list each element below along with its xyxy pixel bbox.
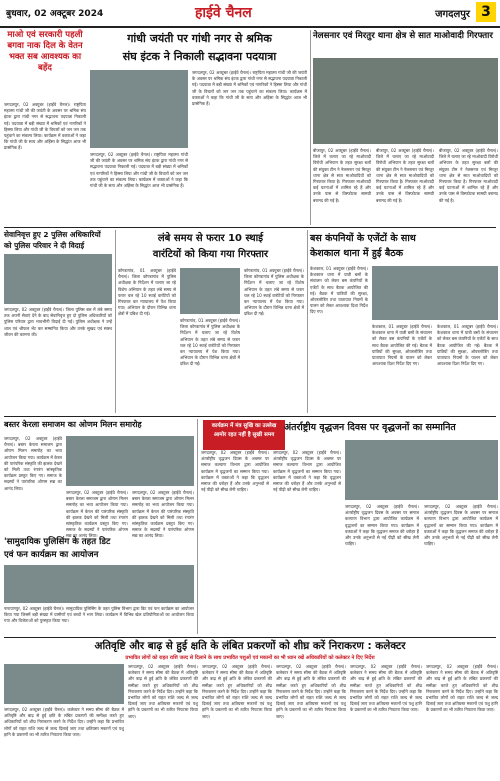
warrant-headline-2: वारंटियों को किया गया गिरफ्तार <box>152 249 269 260</box>
elders-photo <box>345 440 498 500</box>
section-rule <box>4 227 496 228</box>
farewell-body: जगदलपुर, 02 अक्टूबर (हाईवे चैनल)। जिला पुलिस बल में लंबे समय तक अपनी सेवाएं देने के बाद सेवानिवृत्त हुए दो पुलिस अधिकारियों को पुलिस परिवार द्वारा भावभीनी विदाई दी गई। पुलिस अधीक्षक ने उन्हें शाल एवं श्रीफल भेंट कर सम्मानित किया और उनके सुखद एवं स्वस्थ जीवन की कामना की। <box>4 307 112 337</box>
section-rule <box>4 416 496 417</box>
flood-body-col5: जगदलपुर, 02 अक्टूबर (हाईवे चैनल)। कलेक्टर ने समय सीमा की बैठक में अतिवृष्टि और बाढ़ से हुई क्षति के लंबित प्रकरणों की समीक्षा करते हुए अधिकारियों को शीघ्र निराकरण करने के निर्देश दिए। उन्होंने कहा कि प्रभावित लोगों को राहत राशि जल्द से जल्द दिलाई जाए तथा क्षतिग्रस्त मकानों एवं पशु हानि के प्रकरणों का भी त्वरित निपटारा किया जाए। <box>350 664 422 713</box>
warrant-headline-1: लंबे समय से फरार 10 स्थाई <box>157 233 264 244</box>
gandhi-headline-1: गांधी जयंती पर गांधी नगर से श्रमिक <box>127 32 272 45</box>
gandhi-headline-2: संघ इंटक ने निकाली सद्भावना पदयात्रा <box>122 50 277 63</box>
warrant-body-col3: कोण्डागांव, 01 अक्टूबर (हाईवे चैनल)। जिला कोण्डागांव में पुलिस अधीक्षक के निर्देशन में चलाए जा रहे विशेष अभियान के तहत लंबे समय से फरार चल रहे 10 स्थाई वारंटियों को गिरफ्तार कर न्यायालय में पेश किया गया। अभियान के दौरान विभिन्न थाना क्षेत्रों में दबिश दी गई। <box>244 268 304 317</box>
bus-body-col1: केशकाल, 01 अक्टूबर (हाईवे चैनल)। केशकाल थाना में यात्री बसों के संचालन को लेकर बस कंपनियों के एजेंटों के साथ बैठक आयोजित की गई। बैठक में यात्रियों की सुरक्षा, ओवरलोडिंग तथा यातायात नियमों के पालन को लेकर आवश्यक दिशा निर्देश दिए गए। <box>310 266 368 315</box>
column-divider <box>307 230 308 413</box>
warrant-photo <box>180 268 240 314</box>
elders-body-col1: जगदलपुर, 02 अक्टूबर (हाईवे चैनल)। अंतर्राष्ट्रीय वृद्धजन दिवस के अवसर पर समाज कल्याण विभाग द्वारा आयोजित कार्यक्रम में वृद्धजनों का सम्मान किया गया। कार्यक्रम में वक्ताओं ने कहा कि वृद्धजन समाज की धरोहर हैं और उनके अनुभवों से नई पीढ़ी को सीख लेनी चाहिए। <box>201 450 269 493</box>
flood-body-col2: जगदलपुर, 02 अक्टूबर (हाईवे चैनल)। कलेक्टर ने समय सीमा की बैठक में अतिवृष्टि और बाढ़ से हुई क्षति के लंबित प्रकरणों की समीक्षा करते हुए अधिकारियों को शीघ्र निराकरण करने के निर्देश दिए। उन्होंने कहा कि प्रभावित लोगों को राहत राशि जल्द से जल्द दिलाई जाए तथा क्षतिग्रस्त मकानों एवं पशु हानि के प्रकरणों का भी त्वरित निपटारा किया जाए। <box>128 664 198 719</box>
side-notice: माओ एवं सरकारी पहली बगवा नाक दिल के वेतन भक्त सब आवश्यक का बहेंद <box>7 30 83 73</box>
flood-headline: अतिवृष्टि और बाढ़ से हुई क्षति के लंबित प्रकरणों को शीघ्र करें निराकरण : कलेक्टर <box>94 640 406 652</box>
warrant-body-col2: कोण्डागांव, 01 अक्टूबर (हाईवे चैनल)। जिला कोण्डागांव में पुलिस अधीक्षक के निर्देशन में चलाए जा रहे विशेष अभियान के तहत लंबे समय से फरार चल रहे 10 स्थाई वारंटियों को गिरफ्तार कर न्यायालय में पेश किया गया। अभियान के दौरान विभिन्न थाना क्षेत्रों में दबिश दी गई। <box>180 318 240 367</box>
onam-body-col1: जगदलपुर, 02 अक्टूबर (हाईवे चैनल)। बस्तर केरला समाजम द्वारा ओणम मिलन समारोह का भव्य आयोजन किया गया। कार्यक्रम में केरल की पारंपरिक संस्कृति की झलक देखने को मिली तथा रंगारंग सांस्कृतिक कार्यक्रम प्रस्तुत किए गए। समाज के सदस्यों ने पारंपरिक ओणम सद्य का आनंद लिया। <box>4 436 62 491</box>
flood-photo <box>4 664 124 704</box>
flood-body-col3: जगदलपुर, 02 अक्टूबर (हाईवे चैनल)। कलेक्टर ने समय सीमा की बैठक में अतिवृष्टि और बाढ़ से हुई क्षति के लंबित प्रकरणों की समीक्षा करते हुए अधिकारियों को शीघ्र निराकरण करने के निर्देश दिए। उन्होंने कहा कि प्रभावित लोगों को राहत राशि जल्द से जल्द दिलाई जाए तथा क्षतिग्रस्त मकानों एवं पशु हानि के प्रकरणों का भी त्वरित निपटारा किया जाए। <box>202 664 272 719</box>
police-headline-2: एवं फन कार्यक्रम का आयोजन <box>4 550 99 560</box>
gandhi-photo <box>90 70 188 148</box>
column-divider <box>115 230 116 413</box>
naxal-headline: नेलसनार एवं मिरतुर थाना क्षेत्र से सात माओवादी गिरफ्तार <box>313 31 493 41</box>
gandhi-body-col1: जगदलपुर, 02 अक्टूबर (हाईवे चैनल)। राष्ट्रपिता महात्मा गांधी जी की जयंती के अवसर पर श्रमिक संघ इंटक द्वारा गांधी नगर से सद्भावना पदयात्रा निकाली गई। पदयात्रा में बड़ी संख्या में श्रमिकों एवं नागरिकों ने हिस्सा लिया और गांधी जी के विचारों को जन जन तक पहुंचाने का संकल्प लिया। कार्यक्रम में वक्ताओं ने कहा कि गांधी जी के सत्य और अहिंसा के सिद्धांत आज भी प्रासंगिक हैं। <box>4 102 86 151</box>
naxal-body-col1: बीजापुर, 02 अक्टूबर (हाईवे चैनल)। जिले में चलाए जा रहे माओवादी विरोधी अभियान के तहत सुरक्षा बलों की संयुक्त टीम ने नेलसनार एवं मिरतुर थाना क्षेत्र से सात माओवादियों को गिरफ्तार किया है। गिरफ्तार माओवादी कई घटनाओं में शामिल रहे हैं और उनके पास से विस्फोटक सामग्री बरामद की गई है। <box>313 148 371 203</box>
flood-body-col6: जगदलपुर, 02 अक्टूबर (हाईवे चैनल)। कलेक्टर ने समय सीमा की बैठक में अतिवृष्टि और बाढ़ से हुई क्षति के लंबित प्रकरणों की समीक्षा करते हुए अधिकारियों को शीघ्र निराकरण करने के निर्देश दिए। उन्होंने कहा कि प्रभावित लोगों को राहत राशि जल्द से जल्द दिलाई जाए तथा क्षतिग्रस्त मकानों एवं पशु हानि के प्रकरणों का भी त्वरित निपटारा किया जाए। <box>426 664 498 713</box>
elders-body-col2: जगदलपुर, 02 अक्टूबर (हाईवे चैनल)। अंतर्राष्ट्रीय वृद्धजन दिवस के अवसर पर समाज कल्याण विभाग द्वारा आयोजित कार्यक्रम में वृद्धजनों का सम्मान किया गया। कार्यक्रम में वक्ताओं ने कहा कि वृद्धजन समाज की धरोहर हैं और उनके अनुभवों से नई पीढ़ी को सीख लेनी चाहिए। <box>273 450 341 493</box>
gandhi-body-col2: जगदलपुर, 02 अक्टूबर (हाईवे चैनल)। राष्ट्रपिता महात्मा गांधी जी की जयंती के अवसर पर श्रमिक संघ इंटक द्वारा गांधी नगर से सद्भावना पदयात्रा निकाली गई। पदयात्रा में बड़ी संख्या में श्रमिकों एवं नागरिकों ने हिस्सा लिया और गांधी जी के विचारों को जन जन तक पहुंचाने का संकल्प लिया। कार्यक्रम में वक्ताओं ने कहा कि गांधी जी के सत्य और अहिंसा के सिद्धांत आज भी प्रासंगिक हैं। <box>90 152 188 189</box>
onam-body-col2: जगदलपुर, 02 अक्टूबर (हाईवे चैनल)। बस्तर केरला समाजम द्वारा ओणम मिलन समारोह का भव्य आयोजन किया गया। कार्यक्रम में केरल की पारंपरिक संस्कृति की झलक देखने को मिली तथा रंगारंग सांस्कृतिक कार्यक्रम प्रस्तुत किए गए। समाज के सदस्यों ने पारंपरिक ओणम सद्य का आनंद लिया। <box>66 490 128 539</box>
flood-subhead: प्रभावित लोगों को राहत राशि जल्द से दिलाने के साथ प्रभावित पशुओं एवं मकानों का भी ध्यान रखें अधिकारियों को कलेक्टर ने दिए निर्देश <box>125 655 375 661</box>
bus-body-col2: केशकाल, 01 अक्टूबर (हाईवे चैनल)। केशकाल थाना में यात्री बसों के संचालन को लेकर बस कंपनियों के एजेंटों के साथ बैठक आयोजित की गई। बैठक में यात्रियों की सुरक्षा, ओवरलोडिंग तथा यातायात नियमों के पालन को लेकर आवश्यक दिशा निर्देश दिए गए। <box>372 324 432 367</box>
header-city: जगदलपुर <box>435 9 470 20</box>
bus-photo <box>372 266 498 320</box>
police-body: नारायणपुर, 02 अक्टूबर (हाईवे चैनल)। सामुदायिक पुलिसिंग के तहत पुलिस विभाग द्वारा डिट एवं फन कार्यक्रम का आयोजन किया गया जिसमें बड़ी संख्या में ग्रामीणों एवं बच्चों ने भाग लिया। कार्यक्रम में विभिन्न खेल प्रतियोगिताओं का आयोजन किया गया और विजेताओं को पुरस्कृत किया गया। <box>4 606 194 624</box>
onam-body-col3: जगदलपुर, 02 अक्टूबर (हाईवे चैनल)। बस्तर केरला समाजम द्वारा ओणम मिलन समारोह का भव्य आयोजन किया गया। कार्यक्रम में केरल की पारंपरिक संस्कृति की झलक देखने को मिली तथा रंगारंग सांस्कृतिक कार्यक्रम प्रस्तुत किए गए। समाज के सदस्यों ने पारंपरिक ओणम सद्य का आनंद लिया। <box>132 490 194 539</box>
onam-photo <box>66 436 194 486</box>
bus-body-col3: केशकाल, 01 अक्टूबर (हाईवे चैनल)। केशकाल थाना में यात्री बसों के संचालन को लेकर बस कंपनियों के एजेंटों के साथ बैठक आयोजित की गई। बैठक में यात्रियों की सुरक्षा, ओवरलोडिंग तथा यातायात नियमों के पालन को लेकर आवश्यक दिशा निर्देश दिए गए। <box>437 324 498 367</box>
warrant-body-col1: कोण्डागांव, 01 अक्टूबर (हाईवे चैनल)। जिला कोण्डागांव में पुलिस अधीक्षक के निर्देशन में चलाए जा रहे विशेष अभियान के तहत लंबे समय से फरार चल रहे 10 स्थाई वारंटियों को गिरफ्तार कर न्यायालय में पेश किया गया। अभियान के दौरान विभिन्न थाना क्षेत्रों में दबिश दी गई। <box>118 268 176 317</box>
elders-body-col4: जगदलपुर, 02 अक्टूबर (हाईवे चैनल)। अंतर्राष्ट्रीय वृद्धजन दिवस के अवसर पर समाज कल्याण विभाग द्वारा आयोजित कार्यक्रम में वृद्धजनों का सम्मान किया गया। कार्यक्रम में वक्ताओं ने कहा कि वृद्धजन समाज की धरोहर हैं और उनके अनुभवों से नई पीढ़ी को सीख लेनी चाहिए। <box>424 504 498 547</box>
bus-headline-1: बस कंपनियों के एजेंटों के साथ <box>310 233 416 244</box>
farewell-photo <box>4 254 112 304</box>
farewell-headline-1: सेवानिवृत्त हुए 2 पुलिस अधिकारियों <box>4 230 101 239</box>
gandhi-body-col3: जगदलपुर, 02 अक्टूबर (हाईवे चैनल)। राष्ट्रपिता महात्मा गांधी जी की जयंती के अवसर पर श्रमिक संघ इंटक द्वारा गांधी नगर से सद्भावना पदयात्रा निकाली गई। पदयात्रा में बड़ी संख्या में श्रमिकों एवं नागरिकों ने हिस्सा लिया और गांधी जी के विचारों को जन जन तक पहुंचाने का संकल्प लिया। कार्यक्रम में वक्ताओं ने कहा कि गांधी जी के सत्य और अहिंसा के सिद्धांत आज भी प्रासंगिक हैं। <box>192 70 307 107</box>
header-date: बुधवार, 02 अक्टूबर 2024 <box>6 9 104 19</box>
elders-headline: अंतर्राष्ट्रीय वृद्धजन दिवस पर वृद्धजनों का सम्मानित <box>284 422 456 433</box>
column-divider <box>310 30 311 225</box>
page-number: 3 <box>476 2 496 22</box>
elders-body-col3: जगदलपुर, 02 अक्टूबर (हाईवे चैनल)। अंतर्राष्ट्रीय वृद्धजन दिवस के अवसर पर समाज कल्याण विभाग द्वारा आयोजित कार्यक्रम में वृद्धजनों का सम्मान किया गया। कार्यक्रम में वक्ताओं ने कहा कि वृद्धजन समाज की धरोहर हैं और उनके अनुभवों से नई पीढ़ी को सीख लेनी चाहिए। <box>345 504 419 547</box>
flood-body-col1: जगदलपुर, 02 अक्टूबर (हाईवे चैनल)। कलेक्टर ने समय सीमा की बैठक में अतिवृष्टि और बाढ़ से हुई क्षति के लंबित प्रकरणों की समीक्षा करते हुए अधिकारियों को शीघ्र निराकरण करने के निर्देश दिए। उन्होंने कहा कि प्रभावित लोगों को राहत राशि जल्द से जल्द दिलाई जाए तथा क्षतिग्रस्त मकानों एवं पशु हानि के प्रकरणों का भी त्वरित निपटारा किया जाए। <box>4 707 124 737</box>
police-photo <box>4 565 194 603</box>
farewell-headline-2: को पुलिस परिवार ने दी विदाई <box>4 241 85 250</box>
onam-headline: बस्तर केरला समाजम का ओणम मिलन समारोह <box>4 420 142 429</box>
paper-name: हाईवे चैनल <box>195 5 252 21</box>
column-divider <box>197 419 198 634</box>
naxal-body-col3: बीजापुर, 02 अक्टूबर (हाईवे चैनल)। जिले में चलाए जा रहे माओवादी विरोधी अभियान के तहत सुरक्षा बलों की संयुक्त टीम ने नेलसनार एवं मिरतुर थाना क्षेत्र से सात माओवादियों को गिरफ्तार किया है। गिरफ्तार माओवादी कई घटनाओं में शामिल रहे हैं और उनके पास से विस्फोटक सामग्री बरामद की गई है। <box>439 148 499 203</box>
flood-body-col4: जगदलपुर, 02 अक्टूबर (हाईवे चैनल)। कलेक्टर ने समय सीमा की बैठक में अतिवृष्टि और बाढ़ से हुई क्षति के लंबित प्रकरणों की समीक्षा करते हुए अधिकारियों को शीघ्र निराकरण करने के निर्देश दिए। उन्होंने कहा कि प्रभावित लोगों को राहत राशि जल्द से जल्द दिलाई जाए तथा क्षतिग्रस्त मकानों एवं पशु हानि के प्रकरणों का भी त्वरित निपटारा किया जाए। <box>276 664 346 719</box>
bus-headline-2: केशकाल थाना में हुई बैठक <box>310 248 404 259</box>
elders-callout: कार्यक्रम में मंत्र सुखि का उल्लेख आमोर रहत नहीं है सुखी समय <box>203 420 285 450</box>
naxal-photo <box>313 58 498 144</box>
police-headline-1: 'सामुदायिक पुलिसिंग के तहत डिट <box>4 537 111 547</box>
section-rule <box>4 637 496 638</box>
naxal-body-col2: बीजापुर, 02 अक्टूबर (हाईवे चैनल)। जिले में चलाए जा रहे माओवादी विरोधी अभियान के तहत सुरक्षा बलों की संयुक्त टीम ने नेलसनार एवं मिरतुर थाना क्षेत्र से सात माओवादियों को गिरफ्तार किया है। गिरफ्तार माओवादी कई घटनाओं में शामिल रहे हैं और उनके पास से विस्फोटक सामग्री बरामद की गई है। <box>376 148 434 203</box>
